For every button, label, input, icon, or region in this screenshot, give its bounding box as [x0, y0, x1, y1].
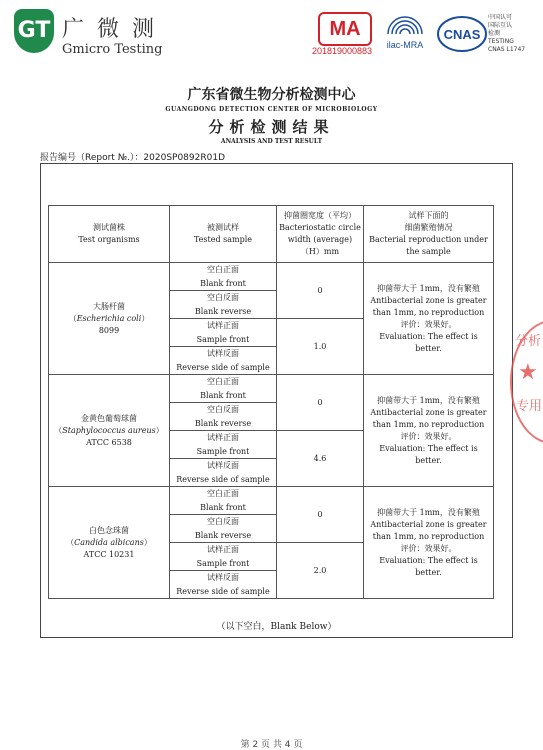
width-value: 0: [277, 375, 364, 431]
seal-text-top: 分析: [515, 334, 542, 349]
header-reproduction: 试样下面的 细菌繁殖情况 Bacterial reproduction under the sample: [364, 206, 494, 263]
page-footer: 第 2 页 共 4 页: [240, 740, 303, 750]
width-value: 2.0: [277, 543, 364, 599]
sample-cell: 空白正面 Blank front: [170, 263, 277, 291]
organism-cell: 大肠杆菌 （Escherichia coli） 8099: [49, 263, 170, 375]
header-organism: 测试菌株 Test organisms: [49, 206, 170, 263]
cma-number: 201819000883: [312, 46, 373, 56]
company-logo: GT: [14, 9, 54, 53]
sample-cell: 试样反面 Reverse side of sample: [170, 459, 277, 487]
cnas-label: CNAS: [443, 27, 481, 42]
seal-star-icon: ★: [518, 360, 538, 385]
width-value: 0: [277, 263, 364, 319]
width-value: 0: [277, 487, 364, 543]
brand-name-en: Gmicro Testing: [62, 42, 163, 57]
center-title-cn: 广东省微生物分析检测中心: [187, 87, 356, 103]
cnas-line: 国际互认: [488, 22, 513, 29]
table-row: [49, 375, 494, 403]
header-width: 抑菌圈宽度（平均） Bacteriostatic circle width (average) （H）mm: [277, 206, 364, 263]
organism-cell: 白色念珠菌 （Candida albicans） ATCC 10231: [49, 487, 170, 599]
cma-logo: MA: [318, 12, 372, 46]
cnas-line: CNAS L1747: [488, 46, 526, 53]
cnas-line: 中国认可: [488, 14, 513, 21]
sample-cell: 空白正面 Blank front: [170, 487, 277, 515]
center-title-en: GUANGDONG DETECTION CENTER OF MICROBIOLOGY: [165, 106, 378, 113]
sample-cell: 试样正面 Sample front: [170, 431, 277, 459]
report-number: 报告编号（Report №.）：2020SP0892R01D: [40, 153, 226, 163]
header-sample: 被测试样 Tested sample: [170, 206, 277, 263]
table-header-row: [49, 206, 494, 263]
cnas-accreditation-text: [488, 14, 525, 54]
cnas-line: 检测: [488, 30, 501, 37]
sample-cell: 试样正面 Sample front: [170, 319, 277, 347]
report-title-en: ANALYSIS AND TEST RESULT: [220, 138, 323, 145]
sample-cell: 试样反面 Reverse side of sample: [170, 347, 277, 375]
sample-cell: 空白反面 Blank reverse: [170, 515, 277, 543]
cnas-logo: [436, 14, 488, 54]
organism-cell: 金黄色葡萄球菌 （Staphylococcus aureus） ATCC 6538: [49, 375, 170, 487]
sample-cell: 空白反面 Blank reverse: [170, 291, 277, 319]
reproduction-cell: 抑菌带大于 1mm，没有繁殖 Antibacterial zone is greater than 1mm, no reproduction 评价：效果好。 Evaluation: The effect is better.: [364, 263, 494, 375]
table-row: [49, 263, 494, 291]
sample-cell: 试样反面 Reverse side of sample: [170, 571, 277, 599]
brand-name-cn: 广 微 测: [62, 17, 157, 42]
results-table: [48, 205, 494, 599]
table-row: [49, 487, 494, 515]
ilac-mra-logo: [380, 12, 430, 58]
reproduction-cell: 抑菌带大于 1mm，没有繁殖 Antibacterial zone is greater than 1mm, no reproduction 评价：效果好。 Evaluation: The effect is better.: [364, 375, 494, 487]
sample-cell: 空白正面 Blank front: [170, 375, 277, 403]
seal-text-bottom: 专用: [516, 399, 543, 414]
reproduction-cell: 抑菌带大于 1mm，没有繁殖 Antibacterial zone is greater than 1mm, no reproduction 评价：效果好。 Evaluation: The effect is better.: [364, 487, 494, 599]
sample-cell: 空白反面 Blank reverse: [170, 403, 277, 431]
width-value: 1.0: [277, 319, 364, 375]
sample-cell: 试样正面 Sample front: [170, 543, 277, 571]
ilac-label: ilac-MRA: [386, 40, 424, 50]
cnas-line: TESTING: [488, 38, 514, 45]
blank-below-note: （以下空白，Blank Below）: [216, 622, 337, 632]
width-value: 4.6: [277, 431, 364, 487]
report-title-cn: 分析检测结果: [208, 118, 335, 136]
